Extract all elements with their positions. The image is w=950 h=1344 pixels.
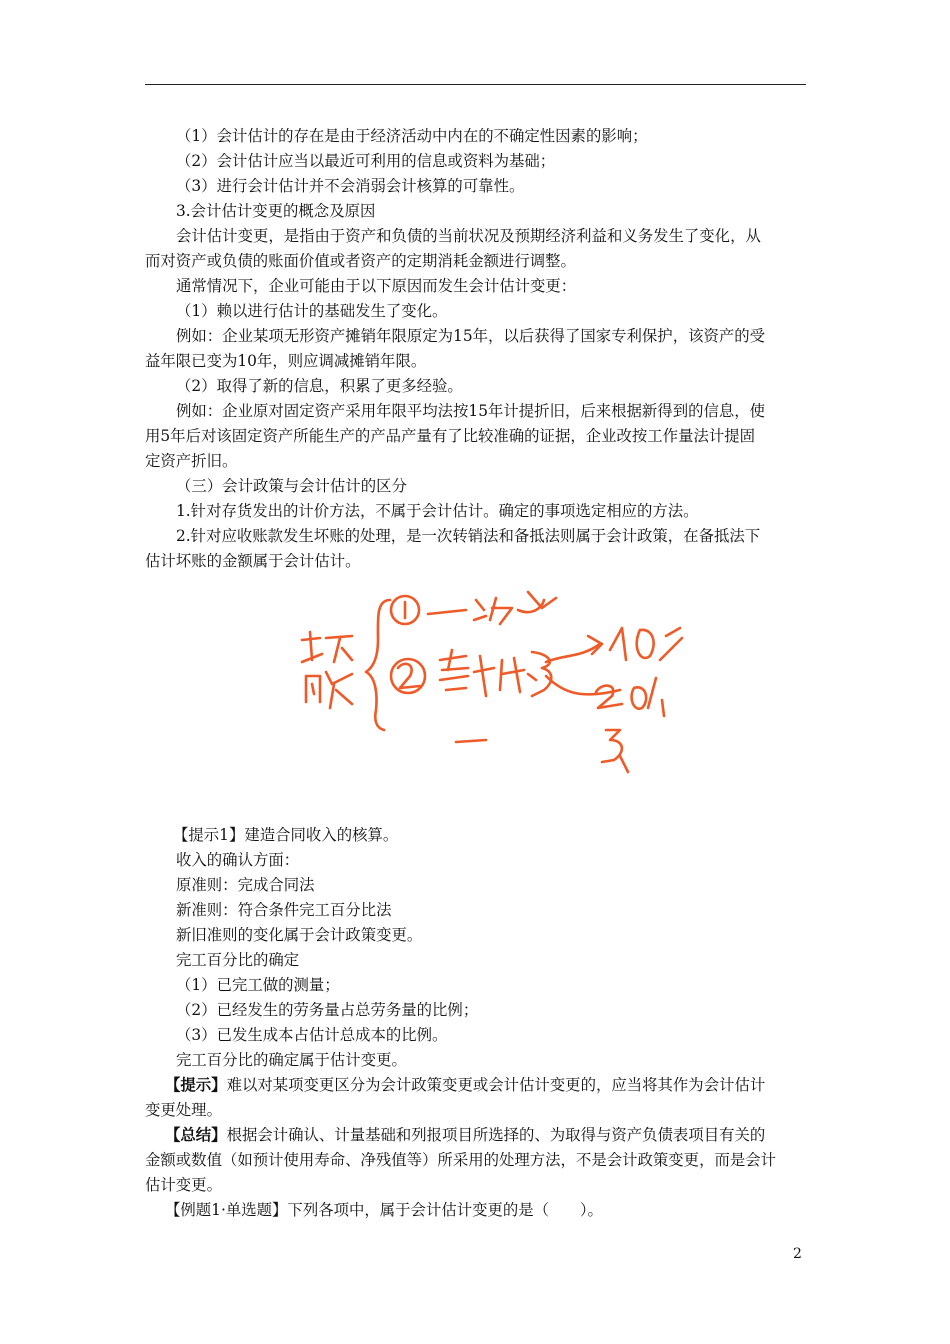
summary-line — [165, 1123, 765, 1148]
paragraph-line: （3）已发生成本占估计总成本的比例。 — [176, 1026, 448, 1044]
example-text: 下列各项中，属于会计估计变更的是（ ）。 — [287, 1201, 603, 1219]
paragraph-line: 估计变更。 — [145, 1176, 222, 1194]
paragraph-line: 例如：企业原对固定资产采用年限平均法按15年计提折旧，后来根据新得到的信息，使 — [176, 402, 766, 420]
section-heading: （三）会计政策与会计估计的区分 — [176, 477, 407, 495]
tip-heading: 【提示1】建造合同收入的核算。 — [173, 826, 399, 844]
paragraph-line: 原准则：完成合同法 — [176, 876, 315, 894]
paragraph-line: （1）会计估计的存在是由于经济活动中内在的不确定性因素的影响； — [176, 127, 648, 145]
paragraph-line: 2.针对应收账款发生坏账的处理，是一次转销法和备抵法则属于会计政策，在备抵法下 — [176, 527, 761, 545]
paragraph-line: 会计估计变更，是指由于资产和负债的当前状况及预期经济利益和义务发生了变化，从 — [176, 227, 761, 245]
header-rule — [145, 84, 806, 85]
tip-text: 难以对某项变更区分为会计政策变更或会计估计变更的，应当将其作为会计估计 — [226, 1076, 766, 1094]
paragraph-line: 例如：企业某项无形资产摊销年限原定为15年，以后获得了国家专利保护，该资产的受 — [176, 327, 766, 345]
paragraph-line: 用5年后对该固定资产所能生产的产品产量有了比较准确的证据，企业改按工作量法计提固 — [145, 427, 756, 445]
paragraph-line: 益年限已变为10年，则应调减摊销年限。 — [145, 352, 427, 370]
paragraph-line: 变更处理。 — [145, 1101, 222, 1119]
paragraph-line: 估计坏账的金额属于会计估计。 — [145, 552, 361, 570]
paragraph-line: 定资产折旧。 — [145, 452, 238, 470]
summary-label: 【总结】 — [165, 1126, 227, 1144]
paragraph-line: 完工百分比的确定 — [176, 951, 300, 969]
paragraph-line: 完工百分比的确定属于估计变更。 — [176, 1051, 407, 1069]
paragraph-line: （2）会计估计应当以最近可利用的信息或资料为基础； — [176, 152, 556, 170]
section-heading: 3.会计估计变更的概念及原因 — [176, 202, 376, 220]
paragraph-line: 新旧准则的变化属于会计政策变更。 — [176, 926, 423, 944]
paragraph-line: （2）已经发生的劳务量占总劳务量的比例； — [176, 1001, 479, 1019]
example-label: 【例题1·单选题】 — [165, 1201, 288, 1219]
paragraph-line: 1.针对存货发出的计价方法，不属于会计估计。确定的事项选定相应的方法。 — [176, 502, 699, 520]
paragraph-line: 金额或数值（如预计使用寿命、净残值等）所采用的处理方法，不是会计政策变更，而是会计 — [145, 1151, 777, 1169]
paragraph-line: 收入的确认方面： — [176, 851, 300, 869]
paragraph-line: 通常情况下，企业可能由于以下原因而发生会计估计变更： — [176, 277, 577, 295]
summary-text: 根据会计确认、计量基础和列报项目所选择的、为取得与资产负债表项目有关的 — [226, 1126, 766, 1144]
tip-label: 【提示】 — [165, 1076, 227, 1094]
paragraph-line: （1）赖以进行估计的基础发生了变化。 — [176, 302, 448, 320]
paragraph-line: （3）进行会计估计并不会消弱会计核算的可靠性。 — [176, 177, 525, 195]
handwritten-annotation — [280, 580, 720, 790]
tip-line — [165, 1073, 765, 1098]
paragraph-line: （2）取得了新的信息，积累了更多经验。 — [176, 377, 463, 395]
paragraph-line: （1）已完工做的测量； — [176, 976, 340, 994]
page-number: 2 — [793, 1246, 802, 1262]
example-line — [165, 1198, 603, 1223]
paragraph-line: 而对资产或负债的账面价值或者资产的定期消耗金额进行调整。 — [145, 252, 576, 270]
paragraph-line: 新准则：符合条件完工百分比法 — [176, 901, 392, 919]
